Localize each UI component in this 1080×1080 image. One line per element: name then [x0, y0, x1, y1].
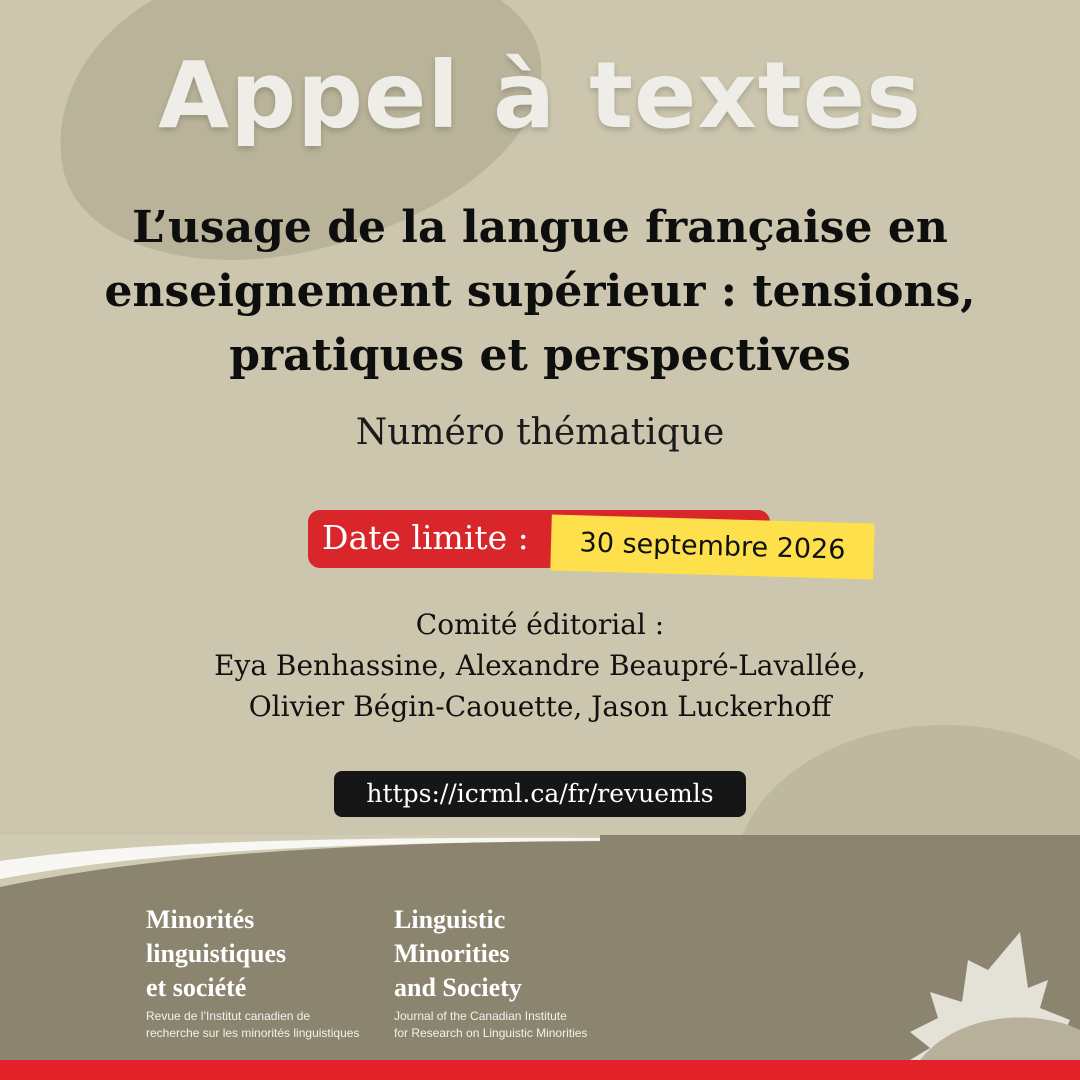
page-title: Appel à textes: [158, 42, 922, 149]
issue-theme-line-3: pratiques et perspectives: [229, 330, 851, 381]
logo-en-line-2: Minorities: [394, 939, 510, 968]
logo-journal-name-fr: [146, 903, 286, 1005]
logo-journal-name-en: [394, 903, 522, 1005]
issue-theme-title: [40, 196, 1040, 388]
logo-en-line-1: Linguistic: [394, 905, 506, 934]
logo-en-line-3: and Society: [394, 973, 522, 1002]
logo-fr-line-1: Minorités: [146, 905, 255, 934]
issue-type: Numéro thématique: [355, 412, 725, 453]
committee-members-line-1: Eya Benhassine, Alexandre Beaupré-Lavallée,: [214, 649, 866, 682]
logo-tagline-en: [394, 1008, 587, 1042]
logo-fr-tag-2: recherche sur les minorités linguistiques: [146, 1026, 360, 1040]
committee-heading: Comité éditorial :: [415, 608, 665, 641]
maple-leaf-icon: [890, 870, 1080, 1060]
deadline-label: Date limite :: [322, 518, 529, 557]
website-link[interactable]: https://icrml.ca/fr/revuemls: [334, 771, 746, 817]
swoosh-graphic: [0, 835, 600, 895]
logo-fr-line-2: linguistiques: [146, 939, 287, 968]
deadline-date: 30 septembre 2026: [550, 515, 874, 580]
issue-theme-line-2: enseignement supérieur : tensions,: [104, 266, 976, 317]
bottom-accent-bar: [0, 1060, 1080, 1080]
issue-theme-line-1: L’usage de la langue française en: [132, 202, 948, 253]
committee-members-line-2: Olivier Bégin-Caouette, Jason Luckerhoff: [248, 690, 832, 723]
logo-en-tag-1: Journal of the Canadian Institute: [394, 1009, 567, 1023]
logo-en-tag-2: for Research on Linguistic Minorities: [394, 1026, 588, 1040]
editorial-committee: [0, 604, 1080, 727]
logo-tagline-fr: [146, 1008, 359, 1042]
logo-fr-line-3: et société: [146, 973, 247, 1002]
logo-fr-tag-1: Revue de l’Institut canadien de: [146, 1009, 311, 1023]
